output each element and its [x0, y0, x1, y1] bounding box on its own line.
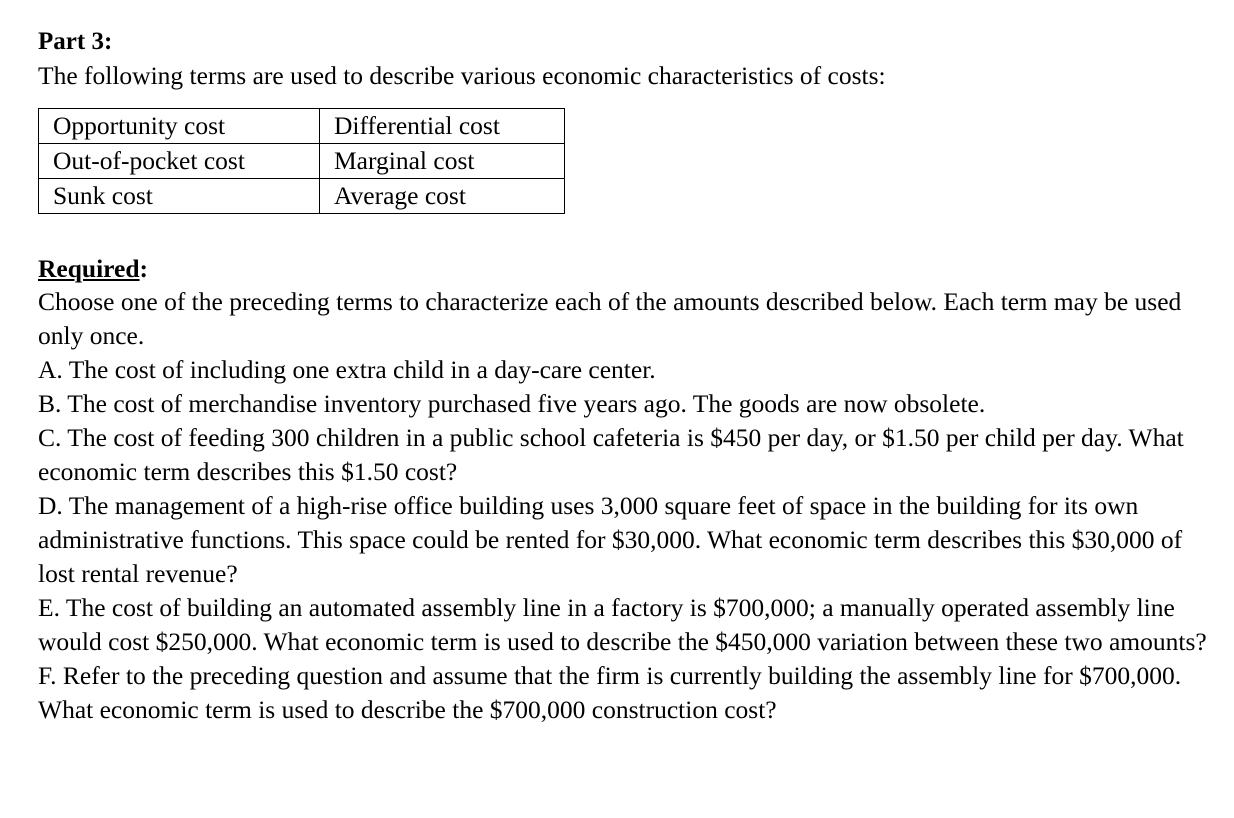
table-cell: Differential cost [320, 109, 565, 144]
document-page [38, 26, 1218, 727]
question-a: A. The cost of including one extra child in a day-care center. [38, 355, 656, 384]
required-heading-label: Required [38, 254, 140, 283]
table-cell: Sunk cost [39, 179, 320, 214]
required-heading [38, 252, 1218, 285]
question-f: F. Refer to the preceding question and assume that the firm is currently building the assembly line for $700,000. What economic term is used to describe the $700,000 construction cost? [38, 661, 1182, 724]
question-d: D. The management of a high-rise office building uses 3,000 square feet of space in the building for its own administrative functions. This space could be rented for $30,000. What economic term describes this $30,000 of lost rental revenue? [38, 491, 1183, 588]
terms-table [38, 108, 565, 214]
question-b: B. The cost of merchandise inventory purchased five years ago. The goods are now obsolete. [38, 389, 986, 418]
table-row [39, 179, 565, 214]
question-c: C. The cost of feeding 300 children in a public school cafeteria is $450 per day, or $1.50 per child per day. What economic term describes this $1.50 cost? [38, 423, 1184, 486]
table-cell: Opportunity cost [39, 109, 320, 144]
question-e: E. The cost of building an automated assembly line in a factory is $700,000; a manually operated assembly line would cost $250,000. What economic term is used to describe the $450,000 variation between these two amounts? [38, 593, 1207, 656]
part-title: Part 3: [38, 28, 113, 55]
table-cell: Out-of-pocket cost [39, 144, 320, 179]
table-cell: Marginal cost [320, 144, 565, 179]
intro-text: The following terms are used to describe various economic characteristics of costs: [38, 61, 886, 90]
table-row [39, 144, 565, 179]
required-heading-colon: : [139, 254, 149, 283]
table-cell: Average cost [320, 179, 565, 214]
instructions-text: Choose one of the preceding terms to characterize each of the amounts described below. Each term may be used only once. [38, 287, 1182, 350]
table-row [39, 109, 565, 144]
